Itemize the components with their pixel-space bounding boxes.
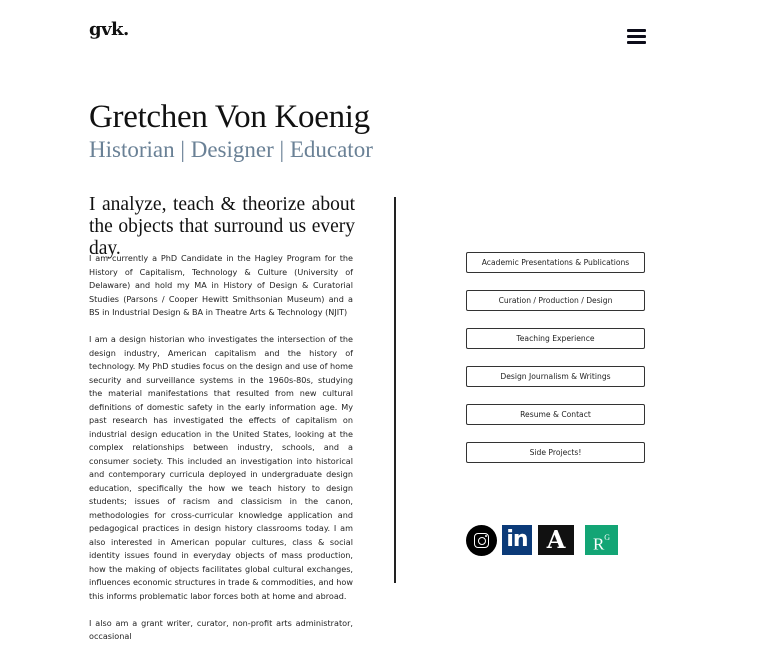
link-teaching-experience[interactable]: Teaching Experience (466, 328, 645, 349)
link-academic-presentations[interactable]: Academic Presentations & Publications (466, 252, 645, 273)
researchgate-g: G (604, 533, 611, 542)
page-subtitle: Historian | Designer | Educator (89, 137, 373, 162)
instagram-lens (478, 537, 486, 545)
instagram-icon[interactable] (466, 525, 497, 556)
linkedin-icon[interactable]: in (502, 525, 532, 555)
tagline: I analyze, teach & theorize about the objects that surround us every day. (89, 194, 355, 259)
bio-paragraph: I am a design historian who investigates the intersection of the design industry, American capitalism and the history of technology. My PhD studies focus on the design and use of home security and surveillance systems in the 1960s-80s, studying the material manifestations that resulted from new cultural definitions of domestic safety in the early information age. My past research has investigated the effects of capitalism on industrial design education in the United States, looking at the complex relationships between industry, schools, and a consumer society. This included an investigation into historical and contemporary curricula deployed in undergraduate design education, specifically the how we teach history to design students; issues of racism and classicism in the canon, methodologies for cross-curricular knowledge application and pedagogical practices in design history classrooms today. I am also interested in American popular cultures, class & social identity issues found in everyday objects of mass production, how the making of objects facilitates global cultural exchanges, influences economic structures in trade & commodities, and how this informs problematic labor forces both at home and abroad. (89, 334, 353, 601)
academia-icon[interactable]: A (538, 525, 574, 555)
link-curation-production-design[interactable]: Curation / Production / Design (466, 290, 645, 311)
bio-text (89, 252, 353, 657)
vertical-divider (394, 197, 396, 583)
menu-bar (627, 41, 646, 44)
hamburger-menu-icon[interactable] (627, 29, 646, 44)
page-title: Gretchen Von Koenig (89, 99, 370, 135)
site-logo[interactable]: gvk. (89, 19, 129, 40)
link-design-journalism[interactable]: Design Journalism & Writings (466, 366, 645, 387)
instagram-dot (485, 535, 487, 537)
researchgate-r: R (592, 534, 605, 554)
link-side-projects[interactable]: Side Projects! (466, 442, 645, 463)
researchgate-icon[interactable] (585, 525, 618, 555)
link-resume-contact[interactable]: Resume & Contact (466, 404, 645, 425)
menu-bar (627, 35, 646, 38)
bio-paragraph: I also am a grant writer, curator, non-profit arts administrator, occasional (89, 617, 353, 641)
section-links (466, 252, 645, 480)
menu-bar (627, 29, 646, 32)
bio-paragraph: I am currently a PhD Candidate in the Hagley Program for the History of Capitalism, Technology & Culture (University of Delaware) and hold my MA in History of Design & Curatorial Studies (Parsons / Cooper Hewitt Smithsonian Museum) and a BS in Industrial Design & BA in Theatre Arts & Technology (NJIT) (89, 253, 353, 317)
